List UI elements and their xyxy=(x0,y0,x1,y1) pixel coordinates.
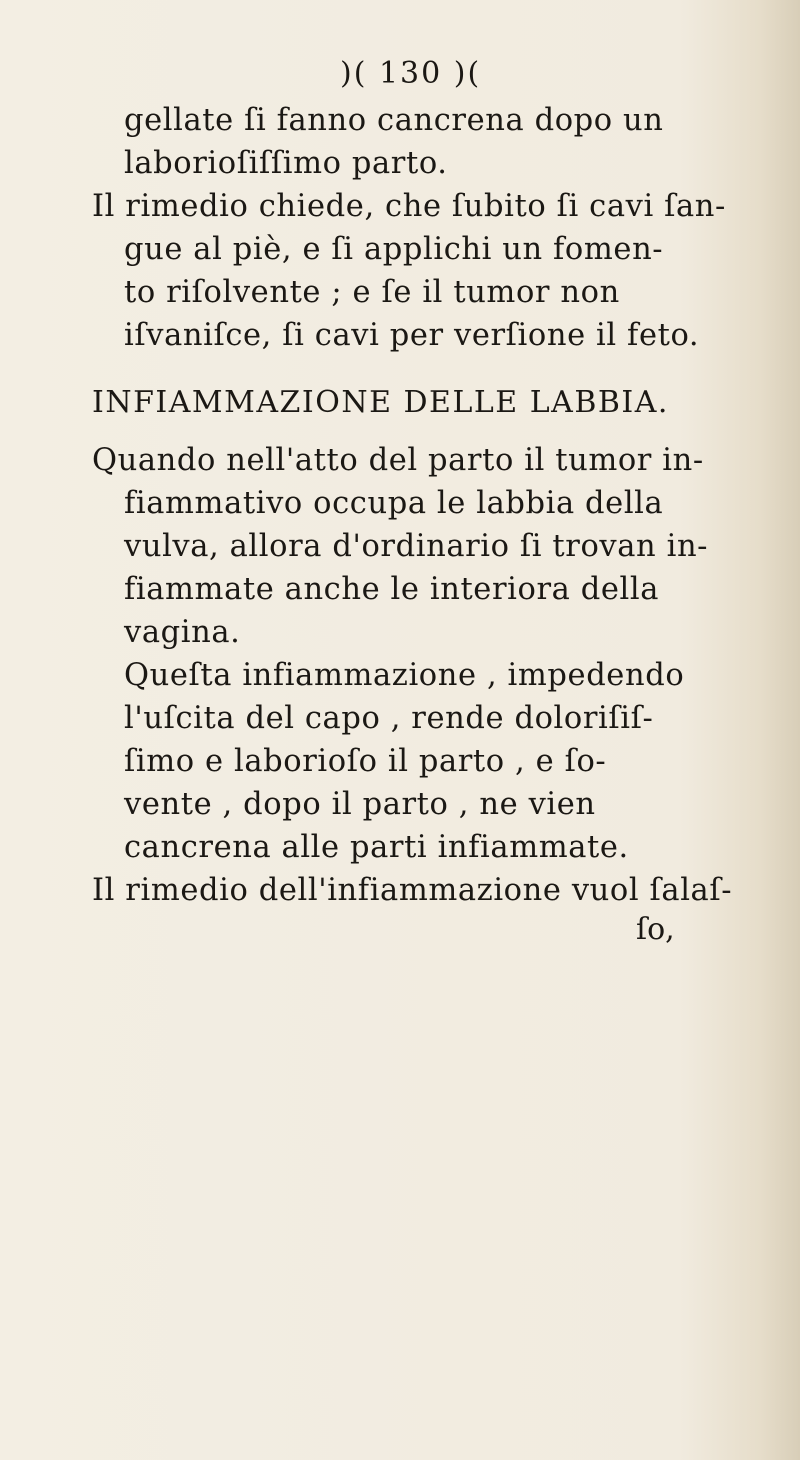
section-line: vulva, allora d'ordinario ſi trovan in- xyxy=(124,529,709,564)
body-line: Il rimedio chiede, che ſubito ſi cavi ſan- xyxy=(92,189,726,224)
section-line: cancrena alle parti infiammate. xyxy=(124,830,629,865)
body-line: to riſolvente ; e ſe il tumor non xyxy=(124,275,620,310)
section-title: INFIAMMAZIONE DELLE LABBIA. xyxy=(92,385,669,420)
body-line: gellate ſi fanno cancrena dopo un xyxy=(124,103,664,138)
catchword: ſo, xyxy=(636,912,675,947)
body-line: iſvaniſce, ſi cavi per verſione il feto. xyxy=(124,318,700,353)
section-line: Queſta infiammazione , impedendo xyxy=(124,658,685,693)
section-line: ſimo e laborioſo il parto , e ſo- xyxy=(124,744,607,779)
page-number: )( 130 )( xyxy=(340,56,482,91)
section-line: vente , dopo il parto , ne vien xyxy=(124,787,596,822)
section-line: fiammativo occupa le labbia della xyxy=(124,486,664,521)
section-line: vagina. xyxy=(124,615,241,650)
body-line: gue al piè, e ſi applichi un fomen- xyxy=(124,232,664,267)
body-line: laborioſiſſimo parto. xyxy=(124,146,448,181)
section-line: Quando nell'atto del parto il tumor in- xyxy=(92,443,704,478)
section-line: l'uſcita del capo , rende doloriſiſ- xyxy=(124,701,654,736)
section-line: fiammate anche le interiora della xyxy=(124,572,659,607)
section-line: Il rimedio dell'infiammazione vuol ſalaſ- xyxy=(92,873,733,908)
